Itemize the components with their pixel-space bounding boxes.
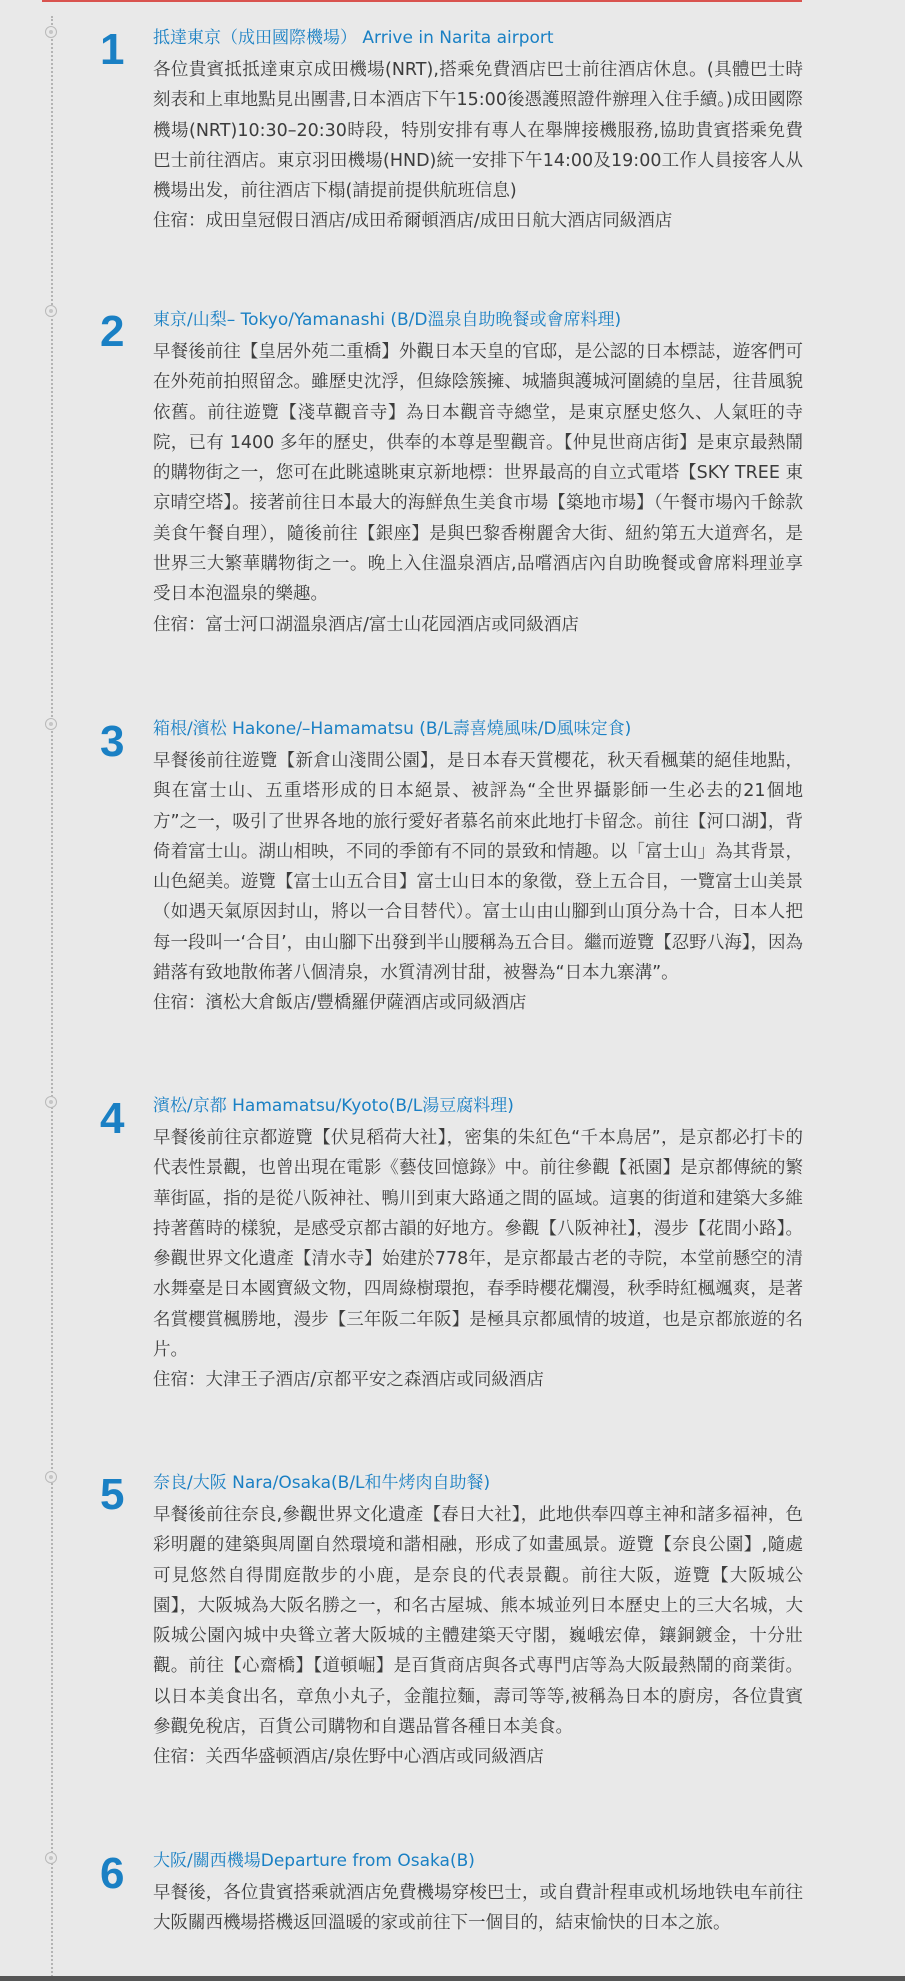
day-title: 奈良/大阪 Nara/Osaka(B/L和牛烤肉自助餐): [153, 1473, 491, 1493]
day-title: 東京/山梨– Tokyo/Yamanashi (B/D溫泉自助晚餐或會席料理): [153, 310, 622, 330]
day-description: 早餐後前往奈良,參觀世界文化遺產【春日大社】，此地供奉四尊主神和諸多福神，色彩明麗的建築與周圍自然環境和諧相融，形成了如畫風景。遊覽【奈良公園】,隨處可見悠然自得閒庭散步的小鹿，是奈良的代表景觀。前往大阪，遊覽【大阪城公園】，大阪城為大阪名勝之一，和名古屋城、熊本城並列日本歷史上的三大名城，大阪城公園內城中央聳立著大阪城的主體建築天守閣，巍峨宏偉，鑲銅鍍金，十分壯觀。前往【心齋橋】【道頓崛】是百貨商店與各式專門店等為大阪最熱鬧的商業街。以日本美食出名，章魚小丸子，金龍拉麵，壽司等等,被稱為日本的廚房，各位貴賓參觀免稅店，百貨公司購物和自選品嘗各種日本美食。: [153, 1505, 803, 1738]
timeline-node-icon: [45, 305, 57, 317]
day-hotel: 住宿：富士河口湖溫泉酒店/富士山花园酒店或同級酒店: [153, 614, 579, 635]
timeline-node-icon: [45, 1471, 57, 1483]
day-description: 早餐後前往遊覽【新倉山淺間公園】，是日本春天賞櫻花，秋天看楓葉的絕佳地點，與在富士山、五重塔形成的日本絕景、被評為“全世界攝影師一生必去的21個地方”之一，吸引了世界各地的旅行愛好者慕名前來此地打卡留念。前往【河口湖】，背倚着富士山。湖山相映，不同的季節有不同的景致和情趣。以「富士山」為其背景，山色絕美。遊覽【富士山五合目】富士山日本的象徵，登上五合目，一覽富士山美景（如遇天氣原因封山，將以一合目替代）。富士山由山腳到山頂分為十合，日本人把每一段叫一‘合目’，由山腳下出發到半山腰稱為五合目。繼而遊覽【忍野八海】，因為錯落有致地散佈著八個清泉，水質清冽甘甜，被譽為“日本九寨溝”。: [153, 751, 803, 984]
day-title: 大阪/關西機場Departure from Osaka(B): [153, 1851, 475, 1871]
day-number: 5: [100, 1470, 125, 1519]
day-number: 6: [100, 1849, 125, 1898]
day-hotel: 住宿：濱松大倉飯店/豐橋羅伊薩酒店或同級酒店: [153, 993, 527, 1014]
day-number: 2: [100, 307, 125, 356]
day-title: 抵達東京（成田國際機場） Arrive in Narita airport: [153, 28, 554, 48]
timeline-node-icon: [45, 1852, 57, 1864]
day-number: 1: [100, 25, 125, 74]
day-hotel: 住宿：大津王子酒店/京都平安之森酒店或同級酒店: [153, 1370, 544, 1391]
day-content: [153, 1850, 803, 1939]
day-title: 箱根/濱松 Hakone/–Hamamatsu (B/L壽喜燒風味/D風味定食): [153, 719, 632, 739]
timeline-node-icon: [45, 718, 57, 730]
top-divider: [42, 0, 802, 2]
day-description: 早餐後前往京都遊覽【伏見稻荷大社】，密集的朱紅色“千本鳥居”，是京都必打卡的代表性景觀，也曾出現在電影《藝伎回憶錄》中。前往參觀【祇園】是京都傳統的繁華街區，指的是從八阪神社、鴨川到東大路通之間的區域。這裏的街道和建築大多維持著舊時的樣貌，是感受京都古韻的好地方。參觀【八阪神社】，漫步【花間小路】。參觀世界文化遺產【清水寺】始建於778年，是京都最古老的寺院，本堂前懸空的清水舞臺是日本國寶級文物，四周綠樹環抱，春季時櫻花爛漫，秋季時紅楓颯爽，是著名賞櫻賞楓勝地，漫步【三年阪二年阪】是極具京都風情的坡道，也是京都旅遊的名片。: [153, 1128, 803, 1361]
day-description: 早餐後，各位貴賓搭乘就酒店免費機場穿梭巴士，或自費計程車或机场地铁电车前往大阪關西機場搭機返回溫暖的家或前往下一個目的，結束愉快的日本之旅。: [153, 1883, 803, 1934]
day-content: [153, 1095, 803, 1396]
day-hotel: 住宿：关西华盛顿酒店/泉佐野中心酒店或同級酒店: [153, 1747, 544, 1768]
day-hotel: 住宿：成田皇冠假日酒店/成田希爾頓酒店/成田日航大酒店同級酒店: [153, 211, 673, 232]
bottom-bar: [0, 1976, 905, 1981]
day-content: [153, 27, 803, 237]
timeline-node-icon: [45, 26, 57, 38]
day-content: [153, 1472, 803, 1773]
day-title: 濱松/京都 Hamamatsu/Kyoto(B/L湯豆腐料理): [153, 1096, 514, 1116]
day-content: [153, 309, 803, 640]
day-description: 各位貴賓抵抵達東京成田機場(NRT),搭乘免費酒店巴士前往酒店休息。(具體巴士時刻表和上車地點見出團書,日本酒店下午15:00後憑護照證件辦理入住手續。)成田國際機場(NRT)10:30–20:30時段，特別安排有專人在舉牌接機服務,協助貴賓搭乘免費巴士前往酒店。東京羽田機場(HND)統一安排下午14:00及19:00工作人員接客人从機場出发，前往酒店下榻(請提前提供航班信息): [153, 60, 803, 202]
day-content: [153, 718, 803, 1019]
day-number: 3: [100, 717, 125, 766]
day-number: 4: [100, 1094, 125, 1143]
timeline-node-icon: [45, 1096, 57, 1108]
day-description: 早餐後前往【皇居外苑二重橋】外觀日本天皇的官邸，是公認的日本標誌，遊客們可在外苑前拍照留念。雖歷史沈浮，但綠陰簇擁、城牆與護城河圍繞的皇居，往昔風貌依舊。前往遊覽【淺草觀音寺】為日本觀音寺總堂，是東京歷史悠久、人氣旺的寺院，已有 1400 多年的歷史，供奉的本尊是聖觀音。【仲見世商店街】是東京最熱鬧的購物街之一，您可在此眺遠眺東京新地標：世界最高的自立式電塔【SKY TREE 東京晴空塔】。接著前往日本最大的海鮮魚生美食市場【築地市場】（午餐市場內千餘款美食午餐自理），隨後前往【銀座】是與巴黎香榭麗舍大街、紐約第五大道齊名，是世界三大繁華購物街之一。晚上入住溫泉酒店,品嚐酒店內自助晚餐或會席料理並享受日本泡溫泉的樂趣。: [153, 342, 803, 605]
